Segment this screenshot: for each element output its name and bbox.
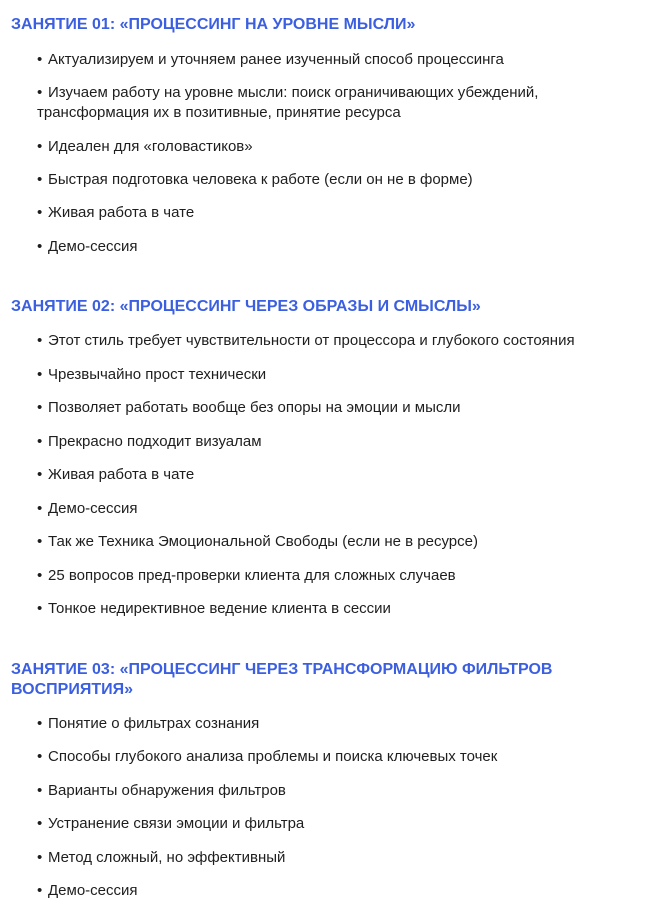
bullet-icon: • — [37, 204, 43, 221]
list-item: • Демо-сессия — [37, 238, 138, 255]
bullet-icon: • — [37, 600, 43, 617]
list-item: • Демо-сессия — [37, 500, 138, 517]
list-item: • Так же Техника Эмоциональной Свободы (если не в ресурсе) — [37, 533, 478, 550]
list-item: • Устранение связи эмоции и фильтра — [37, 815, 305, 832]
list-item: • Идеален для «головастиков» — [37, 138, 253, 155]
bullet-icon: • — [37, 466, 43, 483]
bullet-icon: • — [37, 433, 43, 450]
list-item: • Изучаем работу на уровне мысли: поиск ограничивающих убеждений, трансформация их в позитивные, принятие ресурса — [37, 84, 539, 121]
list-item: • 25 вопросов пред-проверки клиента для сложных случаев — [37, 567, 456, 584]
list-item: • Варианты обнаружения фильтров — [37, 782, 286, 799]
list-item: • Быстрая подготовка человека к работе (если он не в форме) — [37, 171, 473, 188]
bullet-icon: • — [37, 849, 43, 866]
list-item: • Этот стиль требует чувствительности от процессора и глубокого состояния — [37, 332, 575, 349]
list-item: • Живая работа в чате — [37, 204, 195, 221]
bullet-icon: • — [37, 533, 43, 550]
list-item: • Способы глубокого анализа проблемы и поиска ключевых точек — [37, 748, 498, 765]
bullet-icon: • — [37, 399, 43, 416]
lesson-3-title: ЗАНЯТИЕ 03: «ПРОЦЕССИНГ ЧЕРЕЗ ТРАНСФОРМАЦИЮ ФИЛЬТРОВ ВОСПРИЯТИЯ» — [11, 661, 553, 698]
lesson-2-title: ЗАНЯТИЕ 02: «ПРОЦЕССИНГ ЧЕРЕЗ ОБРАЗЫ И СМЫСЛЫ» — [11, 298, 481, 315]
lesson-1-title: ЗАНЯТИЕ 01: «ПРОЦЕССИНГ НА УРОВНЕ МЫСЛИ» — [11, 16, 416, 33]
bullet-icon: • — [37, 815, 43, 832]
bullet-icon: • — [37, 51, 43, 68]
bullet-icon: • — [37, 332, 43, 349]
bullet-icon: • — [37, 715, 43, 732]
list-item: • Тонкое недирективное ведение клиента в сессии — [37, 600, 391, 617]
bullet-icon: • — [37, 748, 43, 765]
bullet-icon: • — [37, 84, 43, 101]
list-item: • Актуализируем и уточняем ранее изученный способ процессинга — [37, 51, 504, 68]
bullet-icon: • — [37, 500, 43, 517]
bullet-icon: • — [37, 366, 43, 383]
list-item: • Демо-сессия — [37, 882, 138, 899]
bullet-icon: • — [37, 882, 43, 899]
list-item: • Прекрасно подходит визуалам — [37, 433, 262, 450]
list-item: • Метод сложный, но эффективный — [37, 849, 286, 866]
bullet-icon: • — [37, 782, 43, 799]
bullet-icon: • — [37, 567, 43, 584]
list-item: • Чрезвычайно прост технически — [37, 366, 267, 383]
list-item: • Позволяет работать вообще без опоры на эмоции и мысли — [37, 399, 461, 416]
list-item: • Живая работа в чате — [37, 466, 195, 483]
list-item: • Понятие о фильтрах сознания — [37, 715, 260, 732]
bullet-icon: • — [37, 171, 43, 188]
bullet-icon: • — [37, 238, 43, 255]
bullet-icon: • — [37, 138, 43, 155]
